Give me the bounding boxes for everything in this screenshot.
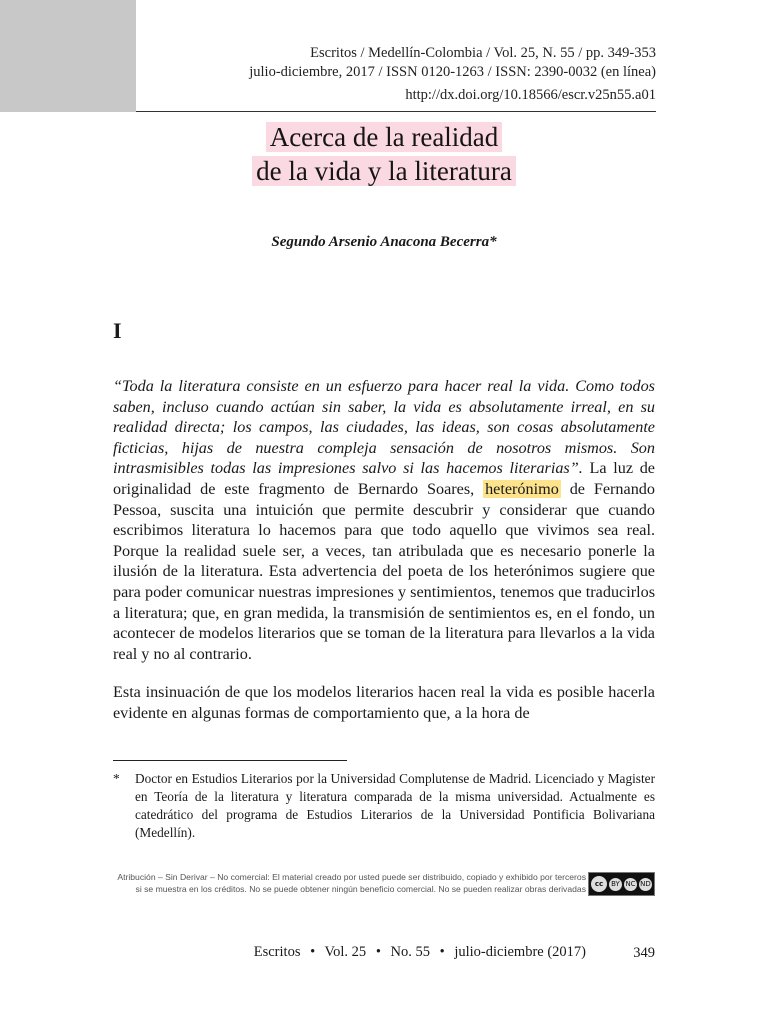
page-footer bbox=[254, 944, 586, 961]
section-heading: I bbox=[113, 318, 122, 343]
header-citation-line: Escritos / Medellín-Colombia / Vol. 25, N. 55 / pp. 349-353 bbox=[310, 45, 656, 61]
corner-gray-block bbox=[0, 0, 136, 112]
journal-header bbox=[249, 44, 656, 105]
paragraph-1-text-b: de Fernando Pessoa, suscita una intuición que permite descubrir y considerar que cuando escribimos literatura lo hacemos para que todo aquello que vivimos sea real. Porque la realidad suele ser, a veces, tan atribulada que es necesario ponerle la ilusión de la literatura. Esta advertencia del poeta de los heterónimos sugiere que para poder comunicar nuestras impresiones y sentimientos, tenemos que traducirlos a literatura; que, en gran medida, la transmisión de sentimientos es, en el fondo, un acontecer de modelos literarios que se toman de la literatura para llevarlos a la vida real y no al contrario. bbox=[113, 479, 655, 663]
creative-commons-badge[interactable] bbox=[588, 872, 655, 896]
footer-bullet: • bbox=[310, 944, 316, 960]
body-paragraph-1 bbox=[113, 376, 655, 664]
cc-icon: cc bbox=[591, 876, 607, 892]
footnote-text: Doctor en Estudios Literarios por la Universidad Complutense de Madrid. Licenciado y Magister en Teoría de la literatura y literatura comparada de la misma universidad. Actualmente es catedrático del programa de Estudios Literarios de la Universidad Pontificia Bolivariana (Medellín). bbox=[135, 771, 655, 840]
attribution-icon: BY bbox=[609, 878, 622, 891]
footer-bullet: • bbox=[375, 944, 381, 960]
pessoa-quote: “Toda la literatura consiste en un esfuerzo para hacer real la vida. Como todos saben, incluso cuando actúan sin saber, la vida es absolutamente irreal, en su realidad directa; los campos, las ciudades, las ideas, son cosas absolutamente ficticias, hijas de nuestra compleja sensación de nosotros mismos. Son intrasmisibles todas las impresiones salvo si las hacemos literarias”. bbox=[113, 377, 655, 478]
footer-bullet: • bbox=[439, 944, 445, 960]
noncommercial-icon: NC bbox=[624, 878, 637, 891]
footnote-divider bbox=[113, 760, 347, 761]
title-line-2: de la vida y la literatura bbox=[252, 156, 516, 186]
author-name: Segundo Arsenio Anacona Becerra* bbox=[271, 234, 497, 250]
page-number: 349 bbox=[633, 945, 655, 961]
header-issn-line: julio-diciembre, 2017 / ISSN 0120-1263 / ISSN: 2390-0032 (en línea) bbox=[249, 64, 656, 80]
license-line-1: Atribución – Sin Derivar – No comercial: El material creado por usted puede ser distribuido, copiado y exhibido por terceros bbox=[117, 872, 586, 882]
header-divider bbox=[136, 111, 656, 112]
highlighted-word[interactable]: heterónimo bbox=[485, 479, 559, 498]
paragraph-1-text-a: La luz de originalidad de este fragmento de Bernardo Soares, bbox=[113, 459, 655, 498]
footer-journal: Escritos bbox=[253, 944, 301, 960]
article-title bbox=[0, 122, 768, 190]
title-line-1: Acerca de la realidad bbox=[266, 122, 503, 152]
noderivatives-icon: ND bbox=[639, 878, 652, 891]
footer-period: julio-diciembre (2017) bbox=[454, 944, 586, 960]
license-line-2: si se muestra en los créditos. No se puede obtener ningún beneficio comercial. No se pueden realizar obras derivadas bbox=[135, 884, 586, 894]
footer-number: No. 55 bbox=[390, 944, 430, 960]
footnote-marker: * bbox=[113, 771, 120, 786]
doi-link[interactable]: http://dx.doi.org/10.18566/escr.v25n55.a01 bbox=[405, 87, 656, 103]
footer-volume: Vol. 25 bbox=[324, 944, 367, 960]
body-paragraph-2: Esta insinuación de que los modelos literarios hacen real la vida es posible hacerla evidente en algunas formas de comportamiento que, a la hora de bbox=[113, 683, 655, 722]
author-footnote bbox=[113, 770, 655, 842]
license-notice bbox=[117, 871, 586, 895]
